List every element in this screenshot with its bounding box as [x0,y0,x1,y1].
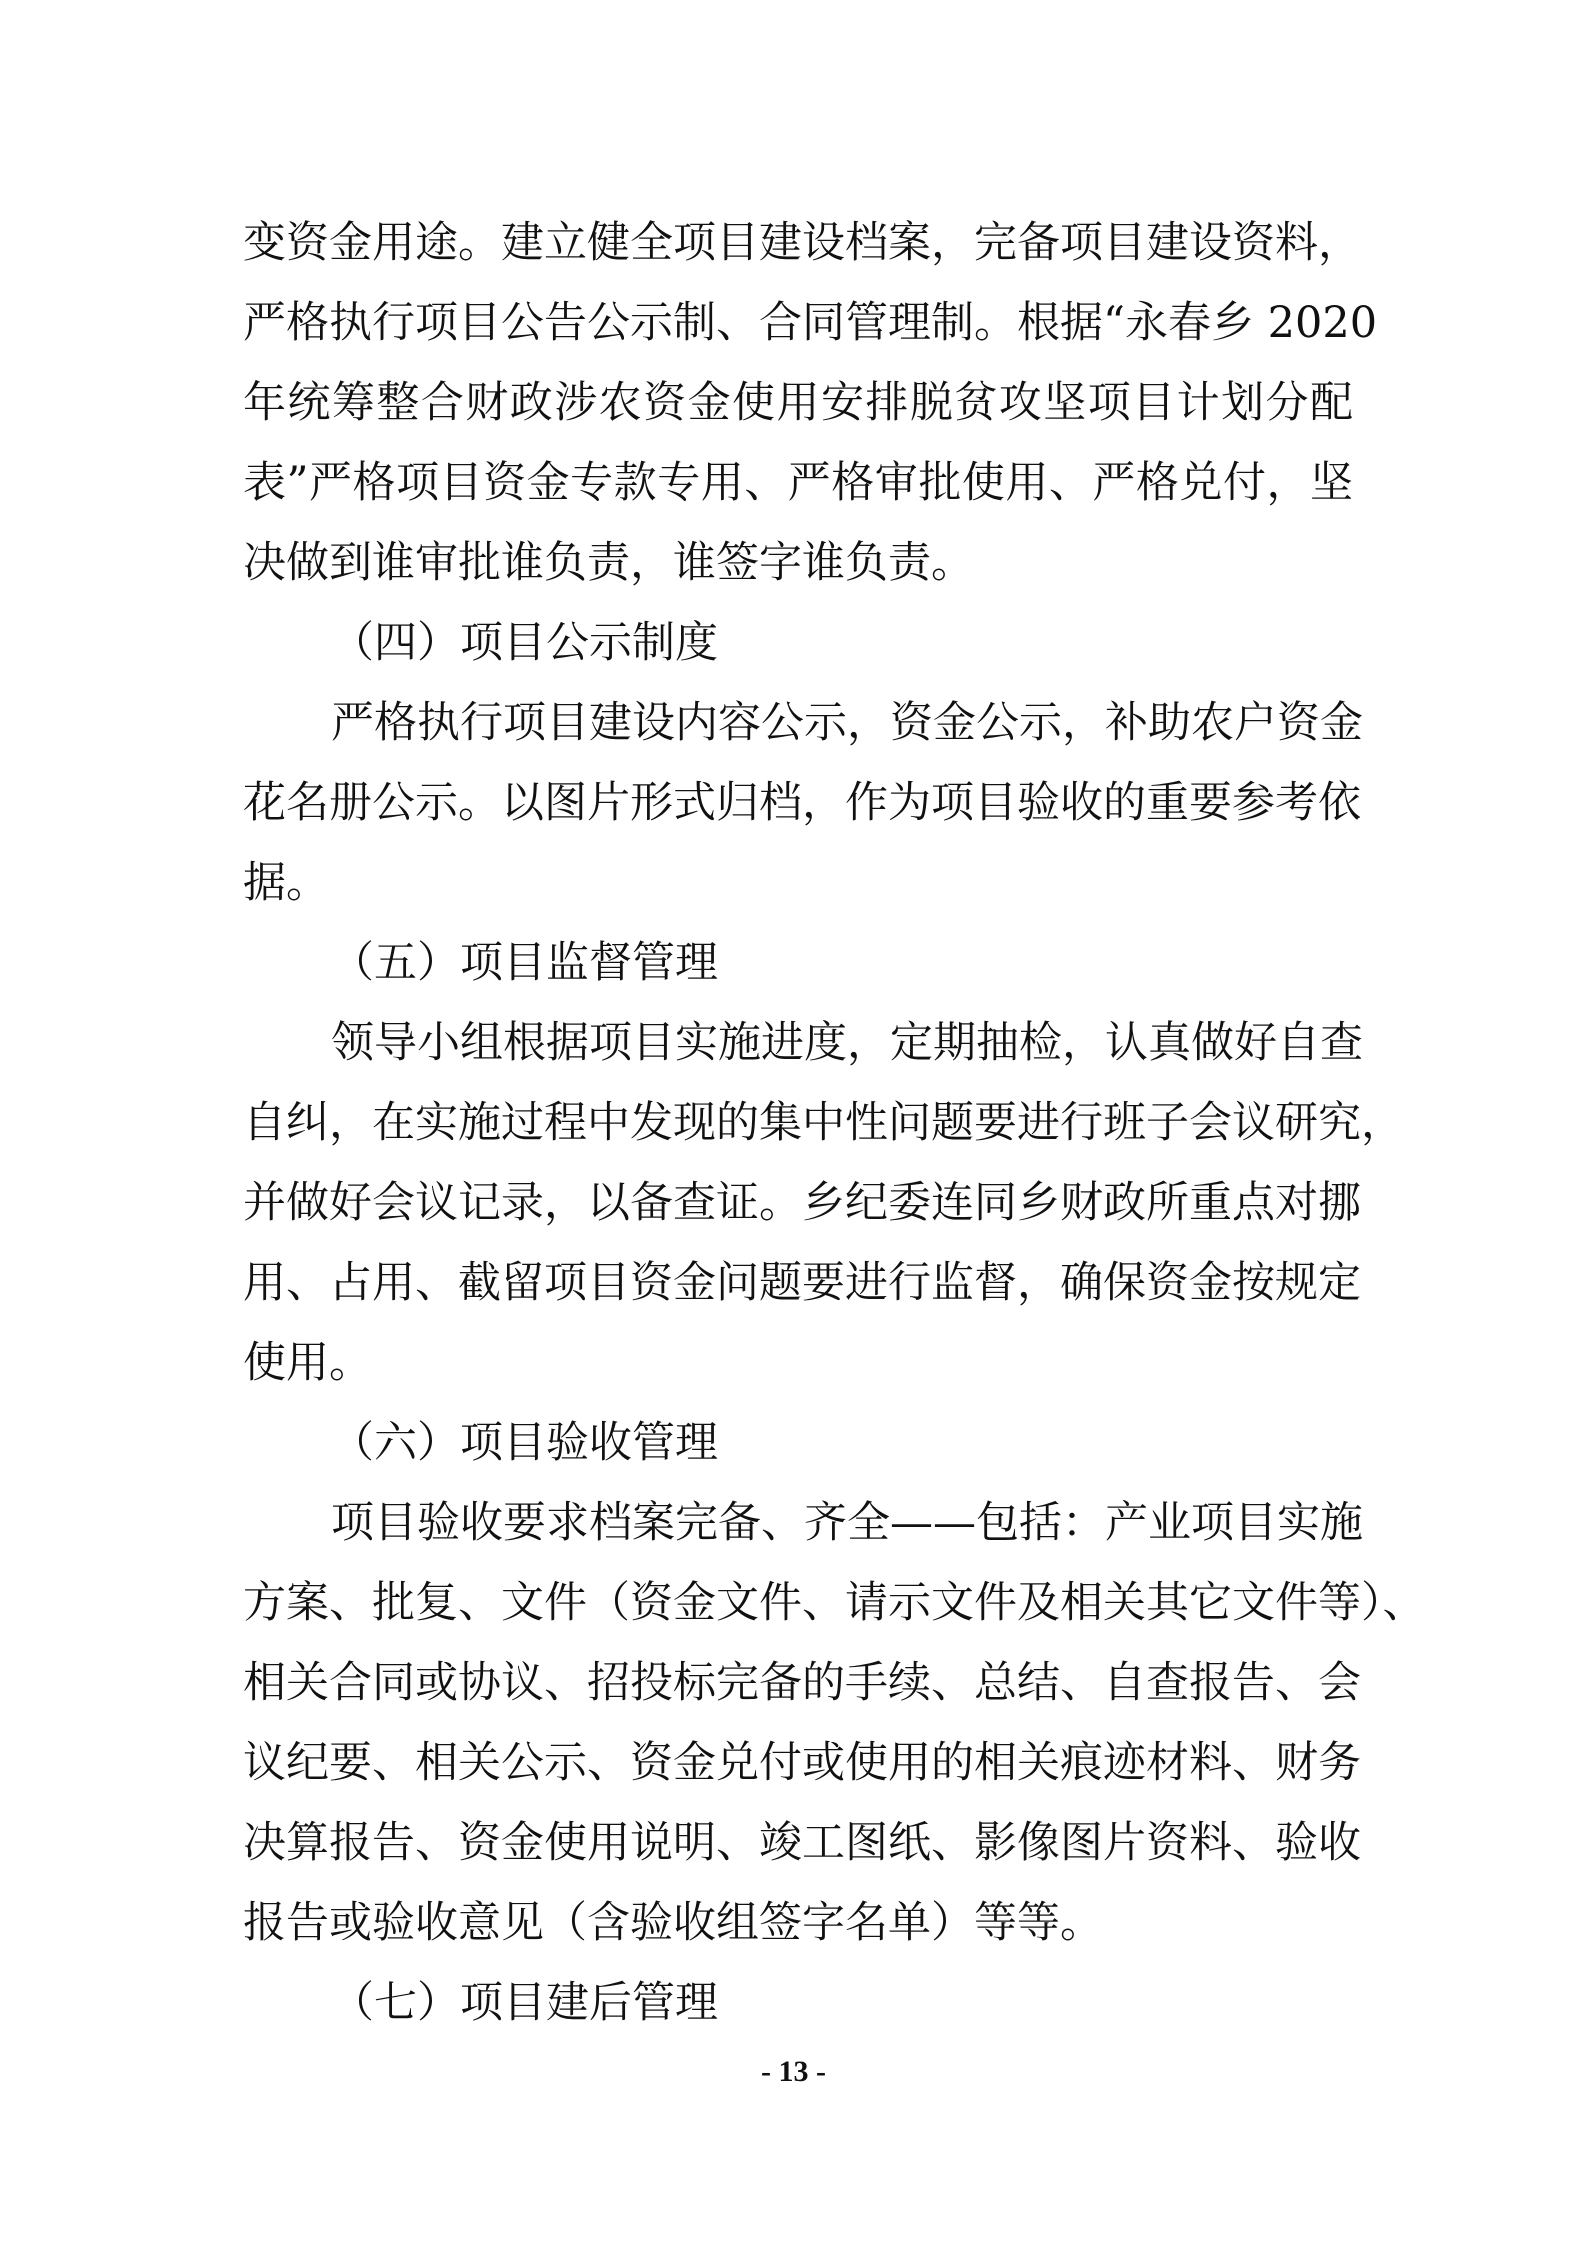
text-line: 年统筹整合财政涉农资金使用安排脱贫攻坚项目计划分配 [243,378,1353,428]
text-line: 相关合同或协议、招投标完备的手续、总结、自查报告、会 [243,1658,1361,1708]
text-line: 项目验收要求档案完备、齐全——包括：产业项目实施 [331,1498,1363,1548]
section-heading: （六）项目验收管理 [331,1418,718,1468]
page-number: - 13 - [761,2055,826,2088]
text-line: 决做到谁审批谁负责，谁签字谁负责。 [243,538,974,588]
text-line: 议纪要、相关公示、资金兑付或使用的相关痕迹材料、财务 [243,1738,1361,1788]
text-line: 自纠，在实施过程中发现的集中性问题要进行班子会议研究， [243,1098,1404,1148]
text-line: 方案、批复、文件（资金文件、请示文件及相关其它文件等）、 [243,1578,1426,1628]
text-line: 严格执行项目公告公示制、合同管理制。根据“永春乡 2020 [243,298,1378,348]
text-line: 严格执行项目建设内容公示，资金公示，补助农户资金 [331,698,1363,748]
text-line: 决算报告、资金使用说明、竣工图纸、影像图片资料、验收 [243,1818,1361,1868]
text-line: 表”严格项目资金专款专用、严格审批使用、严格兑付，坚 [243,458,1353,508]
text-line: 领导小组根据项目实施进度，定期抽检，认真做好自查 [331,1018,1363,1068]
text-line: 花名册公示。以图片形式归档，作为项目验收的重要参考依 [243,778,1361,828]
text-line: 用、占用、截留项目资金问题要进行监督，确保资金按规定 [243,1258,1361,1308]
text-line: 据。 [243,858,329,908]
text-line: 使用。 [243,1338,372,1388]
section-heading: （七）项目建后管理 [331,1978,718,2028]
text-line: 并做好会议记录，以备查证。乡纪委连同乡财政所重点对挪 [243,1178,1361,1228]
text-line: 变资金用途。建立健全项目建设档案，完备项目建设资料， [243,218,1361,268]
section-heading: （四）项目公示制度 [331,618,718,668]
section-heading: （五）项目监督管理 [331,938,718,988]
text-line: 报告或验收意见（含验收组签字名单）等等。 [243,1898,1103,1948]
document-body [243,203,1426,2043]
